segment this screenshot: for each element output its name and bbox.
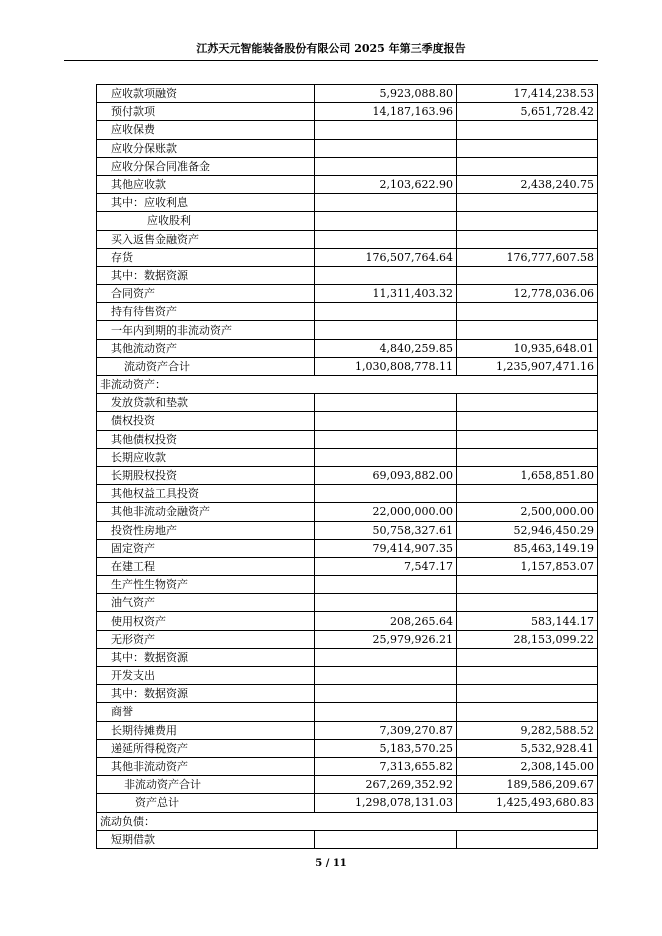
row-label: 在建工程 — [97, 557, 315, 575]
row-label: 其他非流动金融资产 — [97, 503, 315, 521]
table-row — [97, 430, 598, 448]
row-label: 其中：数据资源 — [97, 266, 315, 284]
table-row — [97, 357, 598, 375]
current-period-value: 176,507,764.64 — [315, 248, 457, 266]
row-label: 流动资产合计 — [97, 357, 315, 375]
table-row — [97, 230, 598, 248]
section-header-row — [97, 812, 598, 830]
section-label: 非流动资产： — [97, 376, 598, 394]
current-period-value — [315, 648, 457, 666]
current-period-value — [315, 194, 457, 212]
current-period-value: 25,979,926.21 — [315, 630, 457, 648]
row-label: 短期借款 — [97, 830, 315, 848]
row-label: 应收分保账款 — [97, 139, 315, 157]
prior-period-value: 189,586,209.67 — [457, 776, 598, 794]
prior-period-value — [457, 212, 598, 230]
current-period-value — [315, 703, 457, 721]
table-row — [97, 703, 598, 721]
current-period-value — [315, 594, 457, 612]
current-period-value: 2,103,622.90 — [315, 175, 457, 193]
prior-period-value: 85,463,149.19 — [457, 539, 598, 557]
row-label: 长期待摊费用 — [97, 721, 315, 739]
prior-period-value: 2,308,145.00 — [457, 757, 598, 775]
table-row — [97, 139, 598, 157]
prior-period-value — [457, 594, 598, 612]
prior-period-value: 583,144.17 — [457, 612, 598, 630]
prior-period-value — [457, 412, 598, 430]
table-row — [97, 285, 598, 303]
prior-period-value — [457, 321, 598, 339]
row-label: 买入返售金融资产 — [97, 230, 315, 248]
prior-period-value — [457, 703, 598, 721]
table-row — [97, 175, 598, 193]
prior-period-value — [457, 266, 598, 284]
table-row — [97, 757, 598, 775]
page-number: 5 / 11 — [315, 858, 347, 869]
current-period-value: 1,298,078,131.03 — [315, 794, 457, 812]
prior-period-value — [457, 394, 598, 412]
current-period-value: 208,265.64 — [315, 612, 457, 630]
current-period-value: 7,547.17 — [315, 557, 457, 575]
current-period-value — [315, 157, 457, 175]
current-period-value: 79,414,907.35 — [315, 539, 457, 557]
table-row — [97, 85, 598, 103]
row-label: 长期应收款 — [97, 448, 315, 466]
row-label: 资产总计 — [97, 794, 315, 812]
table-row — [97, 103, 598, 121]
row-label: 其中：数据资源 — [97, 685, 315, 703]
prior-period-value: 1,235,907,471.16 — [457, 357, 598, 375]
table-row — [97, 721, 598, 739]
current-period-value: 7,313,655.82 — [315, 757, 457, 775]
prior-period-value — [457, 576, 598, 594]
prior-period-value — [457, 448, 598, 466]
prior-period-value: 2,438,240.75 — [457, 175, 598, 193]
table-row — [97, 248, 598, 266]
prior-period-value: 12,778,036.06 — [457, 285, 598, 303]
row-label: 固定资产 — [97, 539, 315, 557]
table-row — [97, 412, 598, 430]
row-label: 其中：应收利息 — [97, 194, 315, 212]
current-period-value — [315, 303, 457, 321]
prior-period-value: 1,157,853.07 — [457, 557, 598, 575]
prior-period-value — [457, 667, 598, 685]
table-row — [97, 576, 598, 594]
prior-period-value: 1,658,851.80 — [457, 466, 598, 484]
current-period-value — [315, 430, 457, 448]
prior-period-value — [457, 430, 598, 448]
prior-period-value: 2,500,000.00 — [457, 503, 598, 521]
balance-sheet-table — [96, 84, 598, 849]
prior-period-value: 52,946,450.29 — [457, 521, 598, 539]
table-row — [97, 466, 598, 484]
current-period-value: 14,187,163.96 — [315, 103, 457, 121]
prior-period-value: 28,153,099.22 — [457, 630, 598, 648]
row-label: 投资性房地产 — [97, 521, 315, 539]
current-period-value: 50,758,327.61 — [315, 521, 457, 539]
table-row — [97, 685, 598, 703]
current-period-value — [315, 121, 457, 139]
prior-period-value: 1,425,493,680.83 — [457, 794, 598, 812]
row-label: 其他应收款 — [97, 175, 315, 193]
table-row — [97, 630, 598, 648]
table-row — [97, 321, 598, 339]
current-period-value: 267,269,352.92 — [315, 776, 457, 794]
table-row — [97, 648, 598, 666]
row-label: 合同资产 — [97, 285, 315, 303]
balance-sheet-body — [97, 85, 598, 849]
prior-period-value — [457, 139, 598, 157]
table-row — [97, 667, 598, 685]
row-label: 一年内到期的非流动资产 — [97, 321, 315, 339]
current-period-value: 22,000,000.00 — [315, 503, 457, 521]
table-row — [97, 485, 598, 503]
table-row — [97, 776, 598, 794]
table-row — [97, 266, 598, 284]
prior-period-value — [457, 303, 598, 321]
row-label: 应收分保合同准备金 — [97, 157, 315, 175]
current-period-value: 4,840,259.85 — [315, 339, 457, 357]
table-row — [97, 794, 598, 812]
prior-period-value: 5,651,728.42 — [457, 103, 598, 121]
report-header-title: 江苏天元智能装备股份有限公司 2025 年第三季度报告 — [196, 42, 466, 55]
row-label: 应收股利 — [97, 212, 315, 230]
row-label: 使用权资产 — [97, 612, 315, 630]
current-period-value — [315, 830, 457, 848]
current-period-value: 69,093,882.00 — [315, 466, 457, 484]
table-row — [97, 594, 598, 612]
row-label: 递延所得税资产 — [97, 739, 315, 757]
current-period-value — [315, 448, 457, 466]
table-row — [97, 612, 598, 630]
current-period-value: 11,311,403.32 — [315, 285, 457, 303]
prior-period-value — [457, 485, 598, 503]
row-label: 其中：数据资源 — [97, 648, 315, 666]
prior-period-value: 5,532,928.41 — [457, 739, 598, 757]
current-period-value — [315, 485, 457, 503]
prior-period-value — [457, 830, 598, 848]
current-period-value: 5,183,570.25 — [315, 739, 457, 757]
row-label: 其他权益工具投资 — [97, 485, 315, 503]
table-row — [97, 212, 598, 230]
row-label: 商誉 — [97, 703, 315, 721]
row-label: 持有待售资产 — [97, 303, 315, 321]
table-row — [97, 194, 598, 212]
row-label: 开发支出 — [97, 667, 315, 685]
table-row — [97, 830, 598, 848]
table-row — [97, 739, 598, 757]
row-label: 预付款项 — [97, 103, 315, 121]
current-period-value — [315, 212, 457, 230]
prior-period-value — [457, 230, 598, 248]
row-label: 其他流动资产 — [97, 339, 315, 357]
current-period-value: 5,923,088.80 — [315, 85, 457, 103]
row-label: 非流动资产合计 — [97, 776, 315, 794]
row-label: 无形资产 — [97, 630, 315, 648]
header-rule — [64, 60, 598, 61]
prior-period-value — [457, 685, 598, 703]
prior-period-value — [457, 648, 598, 666]
row-label: 长期股权投资 — [97, 466, 315, 484]
prior-period-value: 17,414,238.53 — [457, 85, 598, 103]
current-period-value — [315, 394, 457, 412]
table-row — [97, 503, 598, 521]
table-row — [97, 303, 598, 321]
row-label: 其他债权投资 — [97, 430, 315, 448]
prior-period-value: 176,777,607.58 — [457, 248, 598, 266]
prior-period-value: 9,282,588.52 — [457, 721, 598, 739]
prior-period-value — [457, 157, 598, 175]
section-header-row — [97, 376, 598, 394]
current-period-value — [315, 139, 457, 157]
row-label: 存货 — [97, 248, 315, 266]
prior-period-value — [457, 194, 598, 212]
row-label: 应收保费 — [97, 121, 315, 139]
current-period-value — [315, 412, 457, 430]
row-label: 应收款项融资 — [97, 85, 315, 103]
current-period-value: 1,030,808,778.11 — [315, 357, 457, 375]
current-period-value — [315, 266, 457, 284]
table-row — [97, 394, 598, 412]
current-period-value — [315, 230, 457, 248]
table-row — [97, 448, 598, 466]
table-row — [97, 339, 598, 357]
table-row — [97, 121, 598, 139]
table-row — [97, 521, 598, 539]
prior-period-value — [457, 121, 598, 139]
current-period-value: 7,309,270.87 — [315, 721, 457, 739]
table-row — [97, 557, 598, 575]
row-label: 发放贷款和垫款 — [97, 394, 315, 412]
section-label: 流动负债： — [97, 812, 598, 830]
current-period-value — [315, 576, 457, 594]
prior-period-value: 10,935,648.01 — [457, 339, 598, 357]
table-row — [97, 539, 598, 557]
current-period-value — [315, 685, 457, 703]
row-label: 其他非流动资产 — [97, 757, 315, 775]
current-period-value — [315, 321, 457, 339]
row-label: 债权投资 — [97, 412, 315, 430]
current-period-value — [315, 667, 457, 685]
row-label: 油气资产 — [97, 594, 315, 612]
table-row — [97, 157, 598, 175]
row-label: 生产性生物资产 — [97, 576, 315, 594]
